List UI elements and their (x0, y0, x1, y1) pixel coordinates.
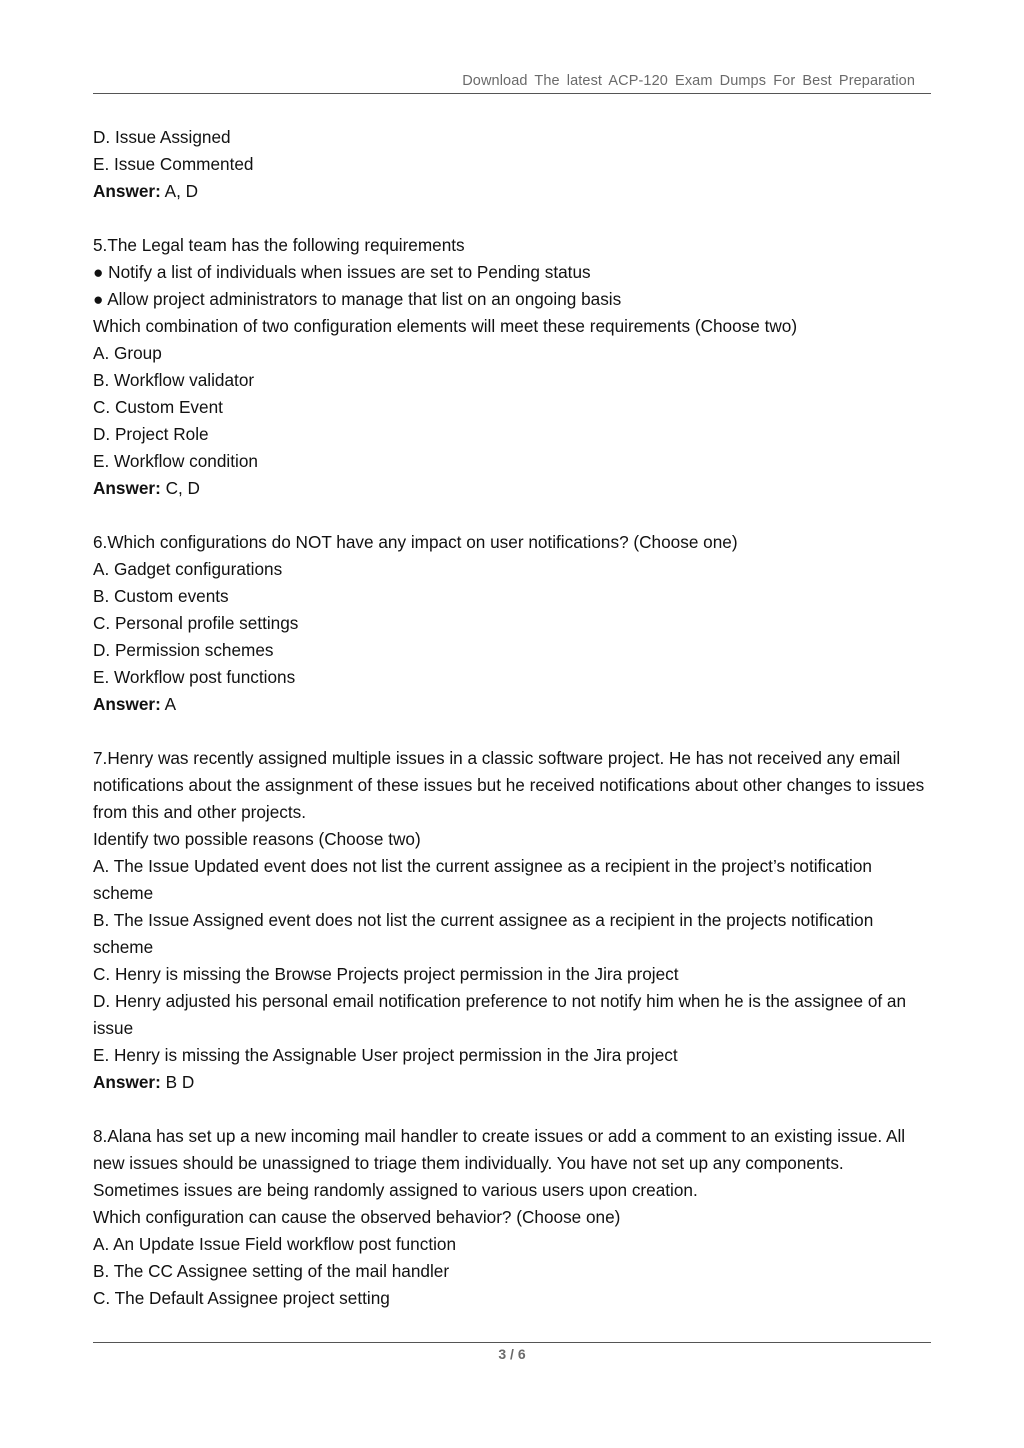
option-line: E. Issue Commented (93, 154, 254, 174)
answer-label: Answer: (93, 1072, 161, 1092)
answer-value: B D (160, 1072, 195, 1092)
question-prompt: Which configuration can cause the observed behavior? (Choose one) (93, 1207, 621, 1227)
spacer (93, 718, 931, 745)
question-6-stem: 6.Which configurations do NOT have any impact on user notifications? (Choose one) (93, 532, 738, 552)
option-line: D. Project Role (93, 424, 209, 444)
option-line: D. Permission schemes (93, 640, 274, 660)
question-5-stem: 5.The Legal team has the following requirements (93, 235, 465, 255)
question-8-stem: 8.Alana has set up a new incoming mail handler to create issues or add a comment to an existing issue. All new issues should be unassigned to triage them individually. You have not set up any components. Sometimes issues are being randomly assigned to various users upon creation. (93, 1126, 906, 1200)
option-line: E. Workflow condition (93, 451, 258, 471)
header-divider (93, 93, 931, 94)
option-line: C. Custom Event (93, 397, 223, 417)
option-line: C. Henry is missing the Browse Projects project permission in the Jira project (93, 964, 679, 984)
spacer (93, 502, 931, 529)
answer-label: Answer: (93, 181, 161, 201)
option-line: E. Henry is missing the Assignable User project permission in the Jira project (93, 1045, 678, 1065)
option-line: A. Group (93, 343, 162, 363)
answer-value: A, D (160, 181, 199, 201)
footer-divider (93, 1342, 931, 1343)
answer-value: A (160, 694, 177, 714)
option-line: A. The Issue Updated event does not list the current assignee as a recipient in the project’s notification scheme (93, 856, 872, 903)
question-prompt: Which combination of two configuration elements will meet these requirements (Choose two) (93, 316, 798, 336)
answer-label: Answer: (93, 694, 161, 714)
spacer (93, 205, 931, 232)
option-line: E. Workflow post functions (93, 667, 296, 687)
option-line: A. An Update Issue Field workflow post function (93, 1234, 457, 1254)
option-line: B. Custom events (93, 586, 229, 606)
page-header-text: Download The latest ACP-120 Exam Dumps For Best Preparation (462, 73, 915, 89)
answer-line (93, 475, 931, 502)
answer-value: C, D (160, 478, 200, 498)
answer-line (93, 1069, 931, 1096)
option-line: D. Henry adjusted his personal email notification preference to not notify him when he is the assignee of an issue (93, 991, 907, 1038)
option-line: C. The Default Assignee project setting (93, 1288, 390, 1308)
requirement-bullet: ● Notify a list of individuals when issues are set to Pending status (93, 262, 591, 282)
page-number: 3 / 6 (498, 1346, 526, 1362)
option-line: B. Workflow validator (93, 370, 255, 390)
page-content (93, 124, 931, 1312)
spacer (93, 1096, 931, 1123)
option-line: B. The Issue Assigned event does not list the current assignee as a recipient in the projects notification scheme (93, 910, 874, 957)
question-7-stem: 7.Henry was recently assigned multiple issues in a classic software project. He has not received any email notifications about the assignment of these issues but he received notifications about other changes to issues from this and other projects. (93, 748, 925, 822)
answer-label: Answer: (93, 478, 161, 498)
option-line: B. The CC Assignee setting of the mail handler (93, 1261, 450, 1281)
answer-line (93, 691, 931, 718)
question-prompt: Identify two possible reasons (Choose two) (93, 829, 421, 849)
option-line: D. Issue Assigned (93, 127, 231, 147)
option-line: C. Personal profile settings (93, 613, 299, 633)
requirement-bullet: ● Allow project administrators to manage that list on an ongoing basis (93, 289, 622, 309)
answer-line (93, 178, 931, 205)
option-line: A. Gadget configurations (93, 559, 283, 579)
